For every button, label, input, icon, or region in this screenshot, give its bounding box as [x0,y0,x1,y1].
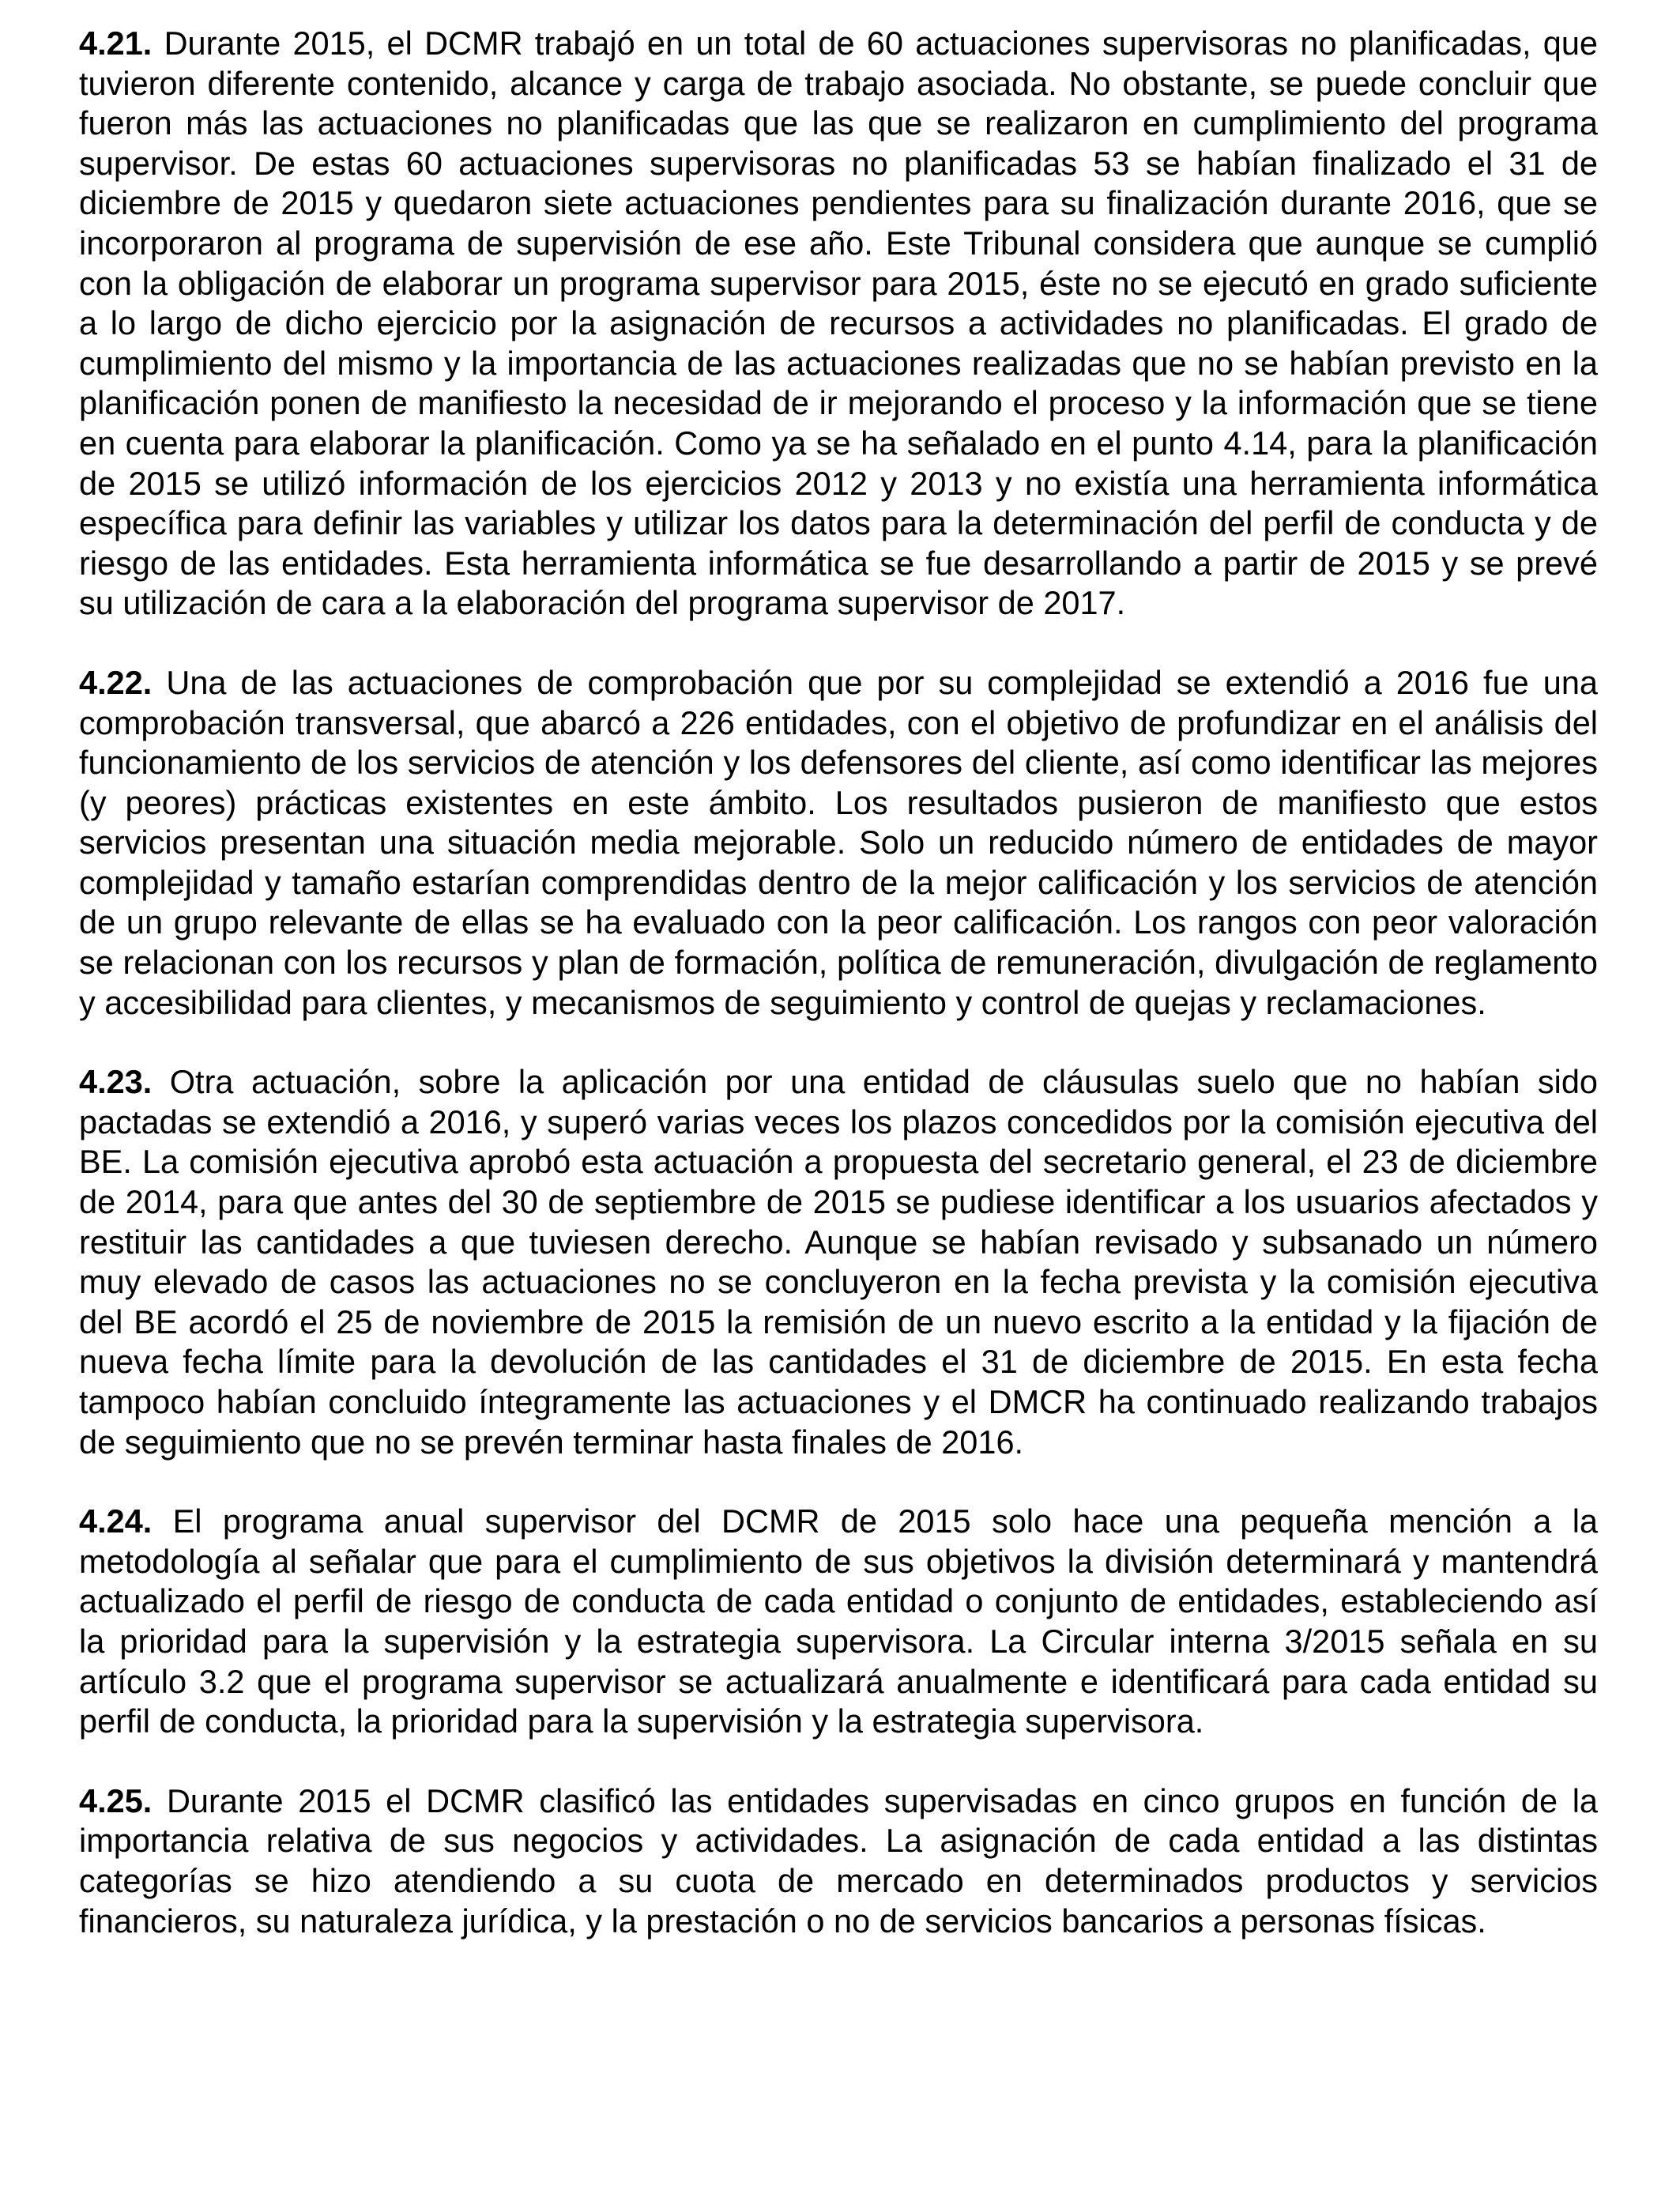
paragraph-4-25 [79,1781,1598,1941]
paragraph-text: Durante 2015 el DCMR clasificó las entidades supervisadas en cinco grupos en función de la importancia relativa de sus negocios y actividades. La asignación de cada entidad a las distintas categorías se hizo atendiendo a su cuota de mercado en determinados productos y servicios financieros, su naturaleza jurídica, y la prestación o no de servicios bancarios a personas físicas. [79,1781,1599,1940]
paragraph-4-24 [79,1502,1598,1742]
paragraph-4-23 [79,1062,1598,1462]
paragraph-text: Durante 2015, el DCMR trabajó en un total de 60 actuaciones supervisoras no planificadas, que tuvieron diferente contenido, alcance y carga de trabajo asociada. No obstante, se puede concluir que fueron más las actuaciones no planificadas que las que se realizaron en cumplimiento del programa supervisor. De estas 60 actuaciones supervisoras no planificadas 53 se habían finalizado el 31 de diciembre de 2015 y quedaron siete actuaciones pendientes para su finalización durante 2016, que se incorporaron al programa de supervisión de ese año. Este Tribunal considera que aunque se cumplió con la obligación de elaborar un programa supervisor para 2015, éste no se ejecutó en grado suficiente a lo largo de dicho ejercicio por la asignación de recursos a actividades no planificadas. El grado de cumplimiento del mismo y la importancia de las actuaciones realizadas que no se habían previsto en la planificación ponen de manifiesto la necesidad de ir mejorando el proceso y la información que se tiene en cuenta para elaborar la planificación. Como ya se ha señalado en el punto 4.14, para la planificación de 2015 se utilizó información de los ejercicios 2012 y 2013 y no existía una herramienta informática específica para definir las variables y utilizar los datos para la determinación del perfil de conducta y de riesgo de las entidades. Esta herramienta informática se fue desarrollando a partir de 2015 y se prevé su utilización de cara a la elaboración del programa supervisor de 2017. [79,25,1599,622]
document-page [79,24,1598,1981]
paragraph-number: 4.24. [79,1502,153,1540]
paragraph-number: 4.25. [79,1781,153,1819]
paragraph-text: Una de las actuaciones de comprobación que por su complejidad se extendió a 2016 fue una comprobación transversal, que abarcó a 226 entidades, con el objetivo de profundizar en el análisis del funcionamiento de los servicios de atención y los defensores del cliente, así como identificar las mejores (y peores) prácticas existentes en este ámbito. Los resultados pusieron de manifiesto que estos servicios presentan una situación media mejorable. Solo un reducido número de entidades de mayor complejidad y tamaño estarían comprendidas dentro de la mejor calificación y los servicios de atención de un grupo relevante de ellas se ha evaluado con la peor calificación. Los rangos con peor valoración se relacionan con los recursos y plan de formación, política de remuneración, divulgación de reglamento y accesibilidad para clientes, y mecanismos de seguimiento y control de quejas y reclamaciones. [79,663,1598,1021]
paragraph-4-21 [79,24,1598,624]
paragraph-text: El programa anual supervisor del DCMR de 2015 solo hace una pequeña mención a la metodología al señalar que para el cumplimiento de sus objetivos la división determinará y mantendrá actualizado el perfil de riesgo de conducta de cada entidad o conjunto de entidades, estableciendo así la prioridad para la supervisión y la estrategia supervisora. La Circular interna 3/2015 señala en su artículo 3.2 que el programa supervisor se actualizará anualmente e identificará para cada entidad su perfil de conducta, la prioridad para la supervisión y la estrategia supervisora. [79,1502,1598,1740]
paragraph-number: 4.22. [79,663,153,701]
paragraph-number: 4.21. [79,25,153,62]
paragraph-number: 4.23. [79,1063,153,1101]
paragraph-text: Otra actuación, sobre la aplicación por una entidad de cláusulas suelo que no habían sido pactadas se extendió a 2016, y superó varias veces los plazos concedidos por la comisión ejecutiva del BE. La comisión ejecutiva aprobó esta actuación a propuesta del secretario general, el 23 de diciembre de 2014, para que antes del 30 de septiembre de 2015 se pudiese identificar a los usuarios afectados y restituir las cantidades a que tuviesen derecho. Aunque se habían revisado y subsanado un número muy elevado de casos las actuaciones no se concluyeron en la fecha prevista y la comisión ejecutiva del BE acordó el 25 de noviembre de 2015 la remisión de un nuevo escrito a la entidad y la fijación de nueva fecha límite para la devolución de las cantidades el 31 de diciembre de 2015. En esta fecha tampoco habían concluido íntegramente las actuaciones y el DMCR ha continuado realizando trabajos de seguimiento que no se prevén terminar hasta finales de 2016. [79,1063,1598,1461]
paragraph-4-22 [79,663,1598,1023]
